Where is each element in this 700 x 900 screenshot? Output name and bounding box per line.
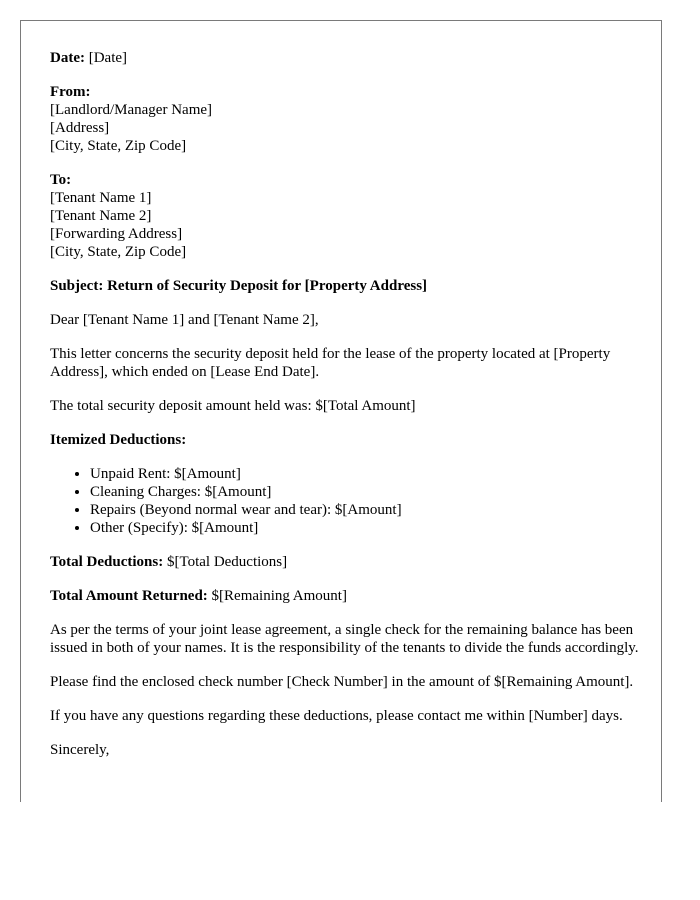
list-item: • Repairs (Beyond normal wear and tear): $[Amount] bbox=[90, 501, 640, 519]
total-held-paragraph: The total security deposit amount held was: $[Total Amount] bbox=[50, 398, 416, 414]
deductions-list bbox=[50, 465, 640, 537]
date-value: [Date] bbox=[88, 50, 128, 66]
intro-paragraph: This letter concerns the security deposit held for the lease of the property located at [Property Address], which ended on [Lease End Date]. bbox=[50, 346, 611, 380]
total-returned-label: Total Amount Returned: bbox=[50, 588, 208, 604]
salutation: Dear [Tenant Name 1] and [Tenant Name 2], bbox=[50, 312, 319, 328]
enclosed-check-paragraph: Please find the enclosed check number [Check Number] in the amount of $[Remaining Amount]. bbox=[50, 674, 634, 690]
to-tenant-1: [Tenant Name 1] bbox=[50, 190, 152, 206]
total-returned-value: $[Remaining Amount] bbox=[211, 588, 347, 604]
to-forwarding-address: [Forwarding Address] bbox=[50, 226, 183, 242]
from-address: [Address] bbox=[50, 120, 110, 136]
total-deductions-line bbox=[50, 553, 640, 571]
to-label: To: bbox=[50, 172, 72, 188]
list-item: • Unpaid Rent: $[Amount] bbox=[90, 465, 640, 483]
questions-paragraph: If you have any questions regarding these deductions, please contact me within [Number] days. bbox=[50, 708, 623, 724]
to-city: [City, State, Zip Code] bbox=[50, 244, 187, 260]
from-block bbox=[50, 83, 640, 155]
total-deductions-label: Total Deductions: bbox=[50, 554, 164, 570]
total-deductions-value: $[Total Deductions] bbox=[166, 554, 288, 570]
date-line bbox=[50, 49, 640, 67]
subject-line: Subject: Return of Security Deposit for [Property Address] bbox=[50, 278, 428, 294]
list-item: • Cleaning Charges: $[Amount] bbox=[90, 483, 640, 501]
list-item: • Other (Specify): $[Amount] bbox=[90, 519, 640, 537]
letter-content bbox=[50, 49, 640, 759]
deductions-heading: Itemized Deductions: bbox=[50, 432, 187, 448]
total-returned-line bbox=[50, 587, 640, 605]
from-city: [City, State, Zip Code] bbox=[50, 138, 187, 154]
from-name: [Landlord/Manager Name] bbox=[50, 102, 213, 118]
date-label: Date: bbox=[50, 50, 85, 66]
joint-check-paragraph: As per the terms of your joint lease agreement, a single check for the remaining balance has been issued in both of your names. It is the responsibility of the tenants to divide the funds accordingly. bbox=[50, 622, 639, 656]
to-tenant-2: [Tenant Name 2] bbox=[50, 208, 152, 224]
to-block bbox=[50, 171, 640, 261]
from-label: From: bbox=[50, 84, 91, 100]
letter-page bbox=[20, 20, 662, 802]
closing-line: Sincerely, bbox=[50, 742, 110, 758]
